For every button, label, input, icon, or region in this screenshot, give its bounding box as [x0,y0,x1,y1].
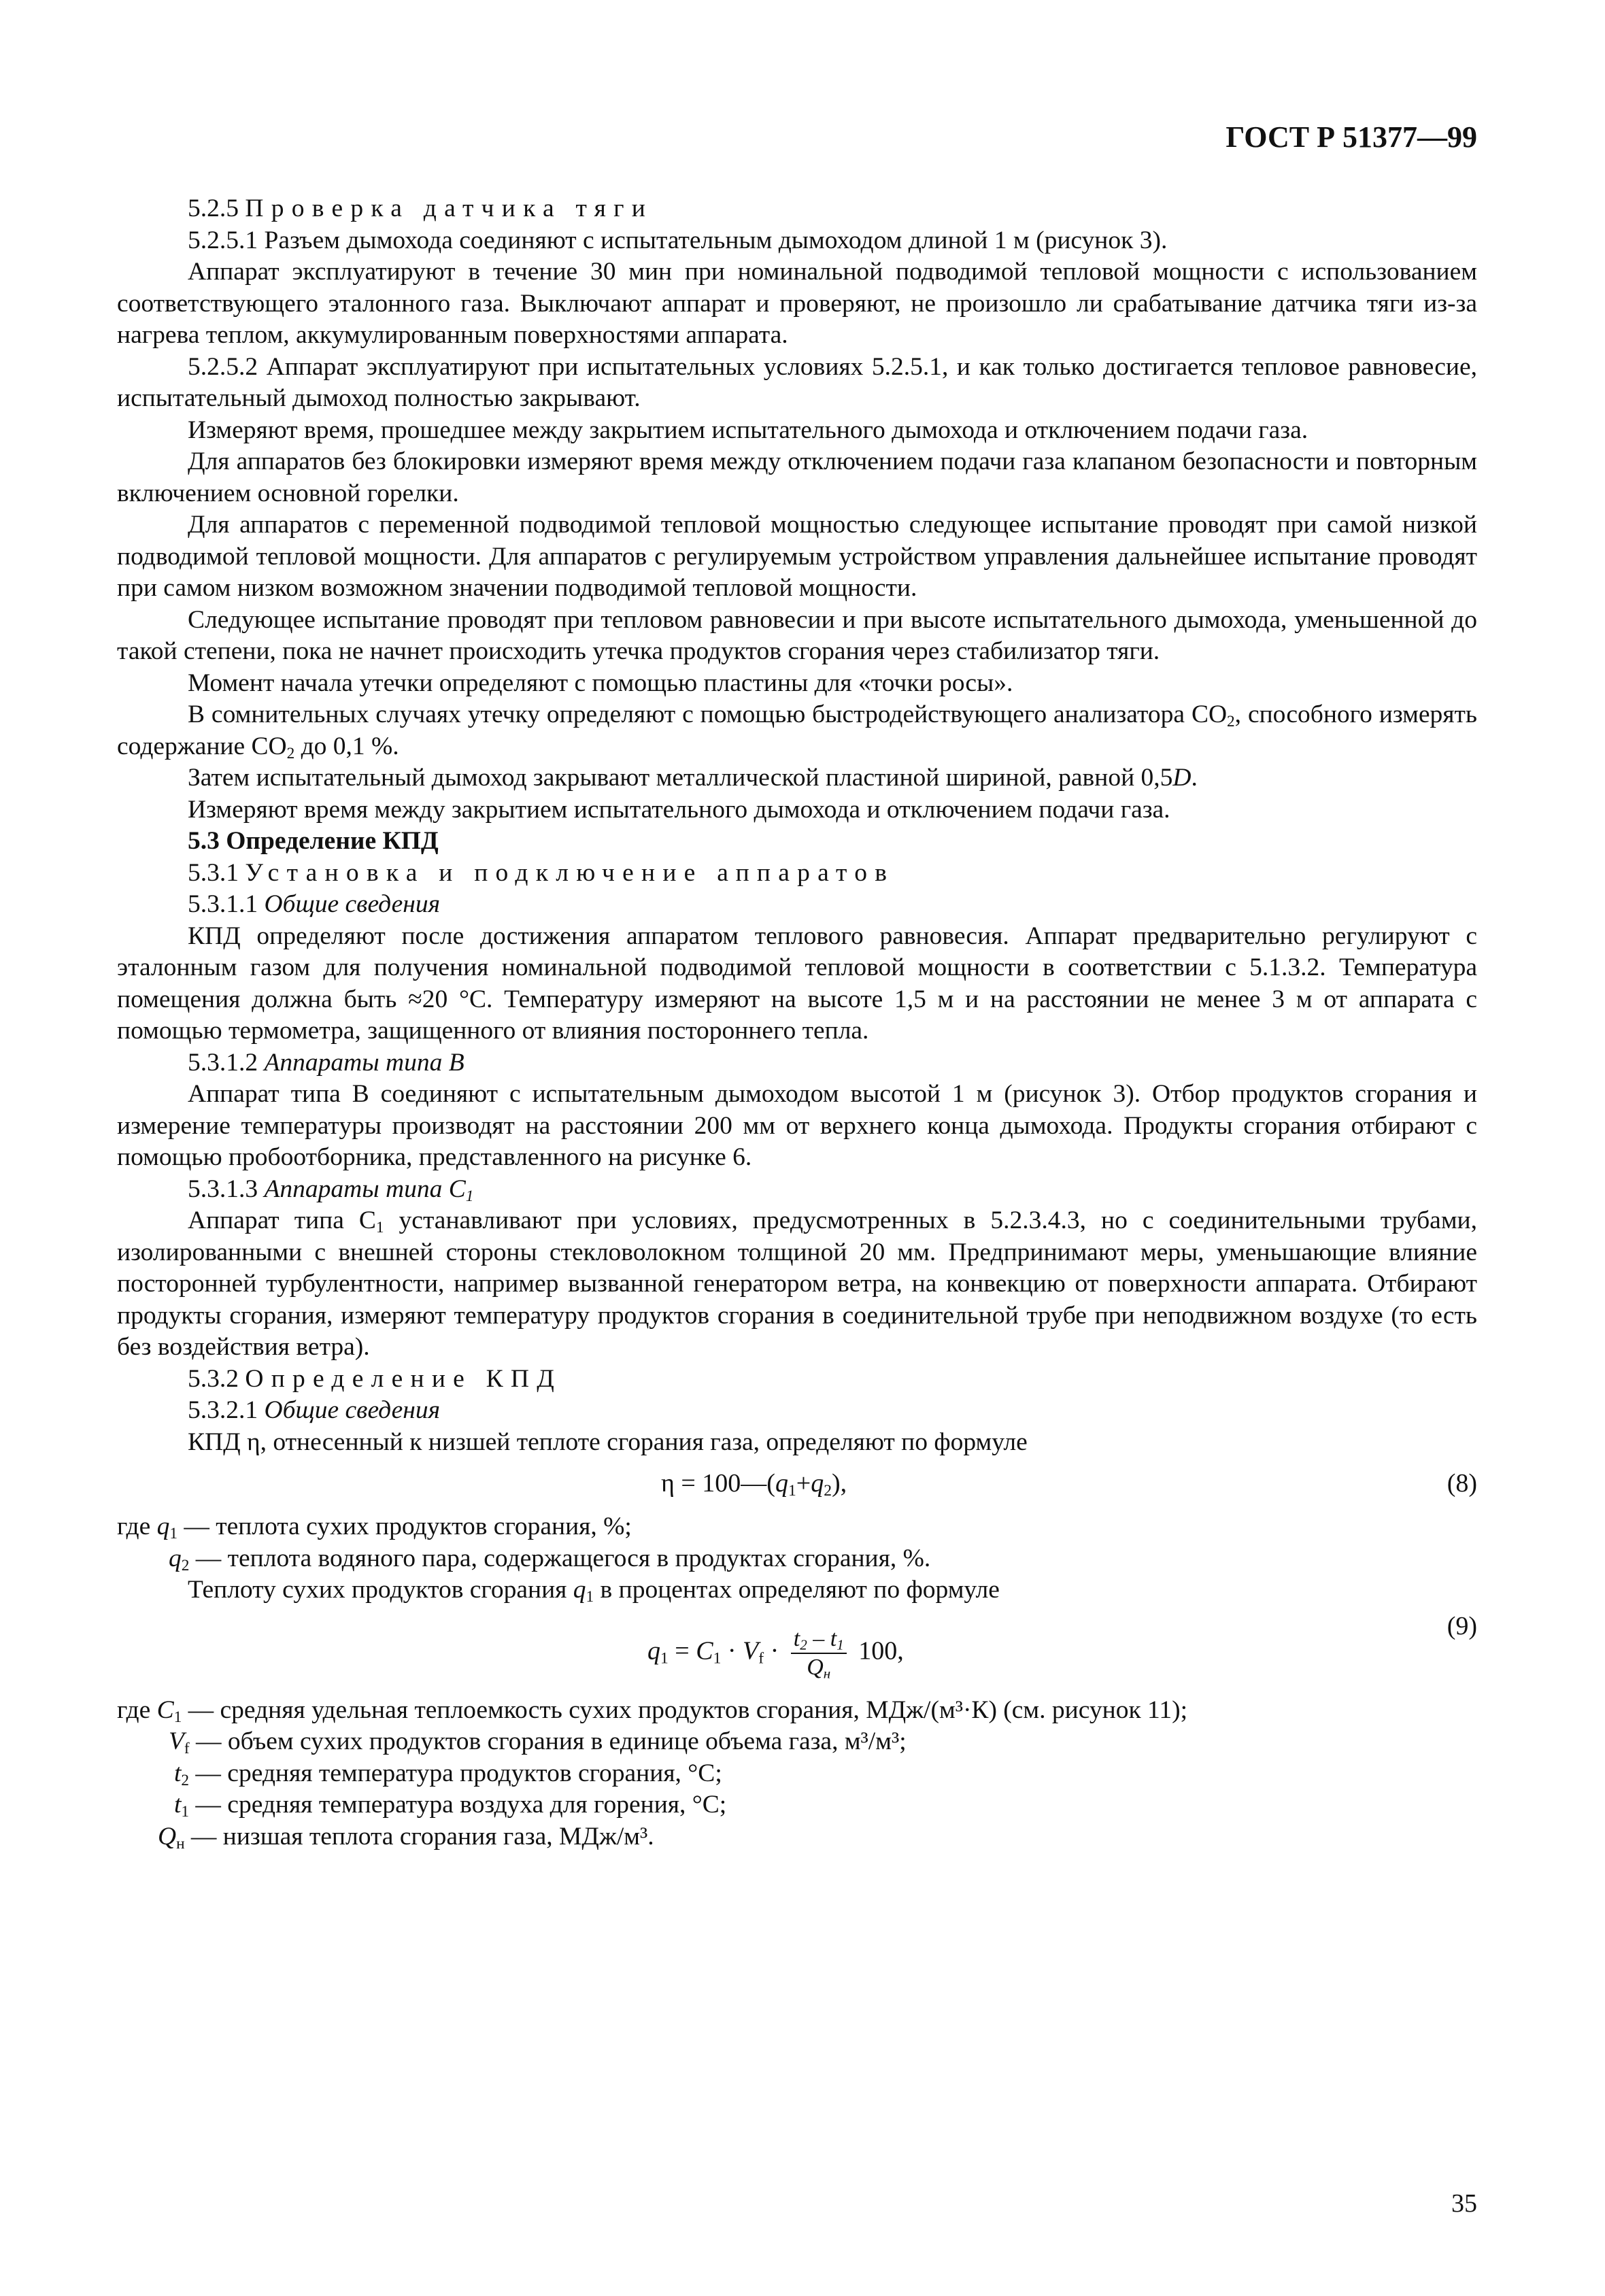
legend-item: где $C_1$ — средняя удельная теплоемкость сухих продуктов сгорания, МДж/(м³·К) (см. рисунок 11); [117,1695,1188,1726]
legend-item: $q_2$ — теплота водяного пара, содержащегося в продуктах сгорания, %. [169,1544,931,1574]
paragraph: Момент начала утечки определяют с помощью пластины для «точки росы». [188,669,1013,697]
equation-8 [117,1464,1477,1506]
document-page [117,0,1477,2296]
paragraph: Затем испытательный дымоход закрывают металлической пластиной шириной, равной 0,5D. [188,764,1198,792]
equation-9-fraction: $\frac{t_2 - t_1}{Q_н}$ [791,1625,847,1681]
equation-8-formula: $\eta = 100—(q_1+q_2)$, [661,1469,847,1500]
paragraph: Измеряют время между закрытием испытательного дымохода и отключением подачи газа. [188,795,1170,824]
legend-item: $Q_н$ — низшая теплота сгорания газа, МДж/м³. [158,1822,654,1853]
section-heading-5-2-5: 5.2.5 Проверка датчика тяги [188,195,654,222]
equation-9-formula: $q_1 = C_1 \cdot V_f$ · $\frac{t_2 - t_1}{Q_н}$ 100, [647,1625,904,1681]
section-heading-5-3-1-2: 5.3.1.2 Аппараты типа В [188,1048,464,1077]
paragraph: В сомнительных случаях утечку определяют с помощью быстродействующего анализатора $CO_2$, способного измерять содержание $CO_2$ до 0,1 %. [117,700,1477,762]
paragraph: КПД η, отнесенный к низшей теплоте сгорания газа, определяют по формуле [188,1428,1028,1456]
paragraph: КПД определяют после достижения аппаратом теплового равновесия. Аппарат предварительно регулируют с эталонным газом для получения номинальной подводимой тепловой мощности в соответствии с 5.1.3.2. Температура помещения должна быть ≈20 °С. Температуру измеряют на высоте 1,5 м и на расстоянии не менее 3 м от аппарата с помощью термометра, защищенного от влияния постороннего тепла. [117,922,1477,1045]
legend-item: $t_1$ — средняя температура воздуха для горения, °С; [174,1791,727,1821]
paragraph: Аппарат типа В соединяют с испытательным дымоходом высотой 1 м (рисунок 3). Отбор продуктов сгорания и измерение температуры производят на расстоянии 200 мм от верхнего конца дымохода. Продукты сгорания отбирают с помощью пробоотборника, представленного на рисунке 6. [117,1080,1477,1171]
equation-8-legend [117,1511,1477,1574]
equation-9 [117,1610,1477,1687]
paragraph: 5.2.5.2 Аппарат эксплуатируют при испытательных условиях 5.2.5.1, и как только достигается тепловое равновесие, испытательный дымоход полностью закрывают. [117,352,1477,412]
legend-item: где $q_1$ — теплота сухих продуктов сгорания, %; [117,1513,632,1542]
paragraph: Измеряют время, прошедшее между закрытием испытательного дымохода и отключением подачи газа. [188,416,1308,444]
section-heading-5-3: 5.3 Определение КПД [188,827,439,855]
section-heading-5-3-2: 5.3.2 Определение КПД [188,1364,562,1393]
section-heading-5-3-1-1: 5.3.1.1 Общие сведения [188,890,441,918]
section-heading-5-3-1: 5.3.1 Установка и подключение аппаратов [188,858,895,887]
paragraph: Теплоту сухих продуктов сгорания $q_1$ в процентах определяют по формуле [188,1576,1000,1606]
legend-item: $V_f$ — объем сухих продуктов сгорания в единице объема газа, м³/м³; [169,1727,907,1757]
document-header: ГОСТ Р 51377—99 [1226,120,1477,154]
section-heading-5-3-1-3: 5.3.1.3 Аппараты типа $С_1$ [188,1175,474,1205]
paragraph: 5.2.5.1 Разъем дымохода соединяют с испытательным дымоходом длиной 1 м (рисунок 3). [188,226,1168,254]
paragraph: Для аппаратов с переменной подводимой тепловой мощностью следующее испытание проводят при самой низкой подводимой тепловой мощности. Для аппаратов с регулируемым устройством управления дальнейшее испытание проводят при самом низком возможном значении подводимой тепловой мощности. [117,511,1477,602]
equation-9-number: (9) [1447,1611,1477,1640]
page-number: 35 [1451,2189,1477,2218]
document-body [117,193,1477,1853]
equation-8-number: (8) [1447,1469,1477,1498]
paragraph: Аппарат эксплуатируют в течение 30 мин при номинальной подводимой тепловой мощности с использованием соответствующего эталонного газа. Выключают аппарат и проверяют, не произошло ли срабатывание датчика тяги из-за нагрева теплом, аккумулированным поверхностями аппарата. [117,258,1477,349]
paragraph: Аппарат типа $С_1$ устанавливают при условиях, предусмотренных в 5.2.3.4.3, но с соединительными трубами, изолированными с внешней стороны стекловолокном толщиной 20 мм. Предпринимают меры, уменьшающие влияние посторонней турбулентности, например вызванной генератором ветра, на конвекцию от поверхности аппарата. Отбирают продукты сгорания, измеряют температуру продуктов сгорания в соединительной трубе при неподвижном воздухе (то есть без воздействия ветра). [117,1206,1477,1361]
equation-9-legend [117,1695,1477,1853]
section-heading-5-3-2-1: 5.3.2.1 Общие сведения [188,1396,441,1424]
paragraph: Следующее испытание проводят при тепловом равновесии и при высоте испытательного дымохода, уменьшенной до такой степени, пока не начнет происходить утечка продуктов сгорания через стабилизатор тяги. [117,605,1477,665]
legend-item: $t_2$ — средняя температура продуктов сгорания, °С; [174,1759,722,1789]
paragraph: Для аппаратов без блокировки измеряют время между отключением подачи газа клапаном безопасности и повторным включением основной горелки. [117,448,1477,507]
